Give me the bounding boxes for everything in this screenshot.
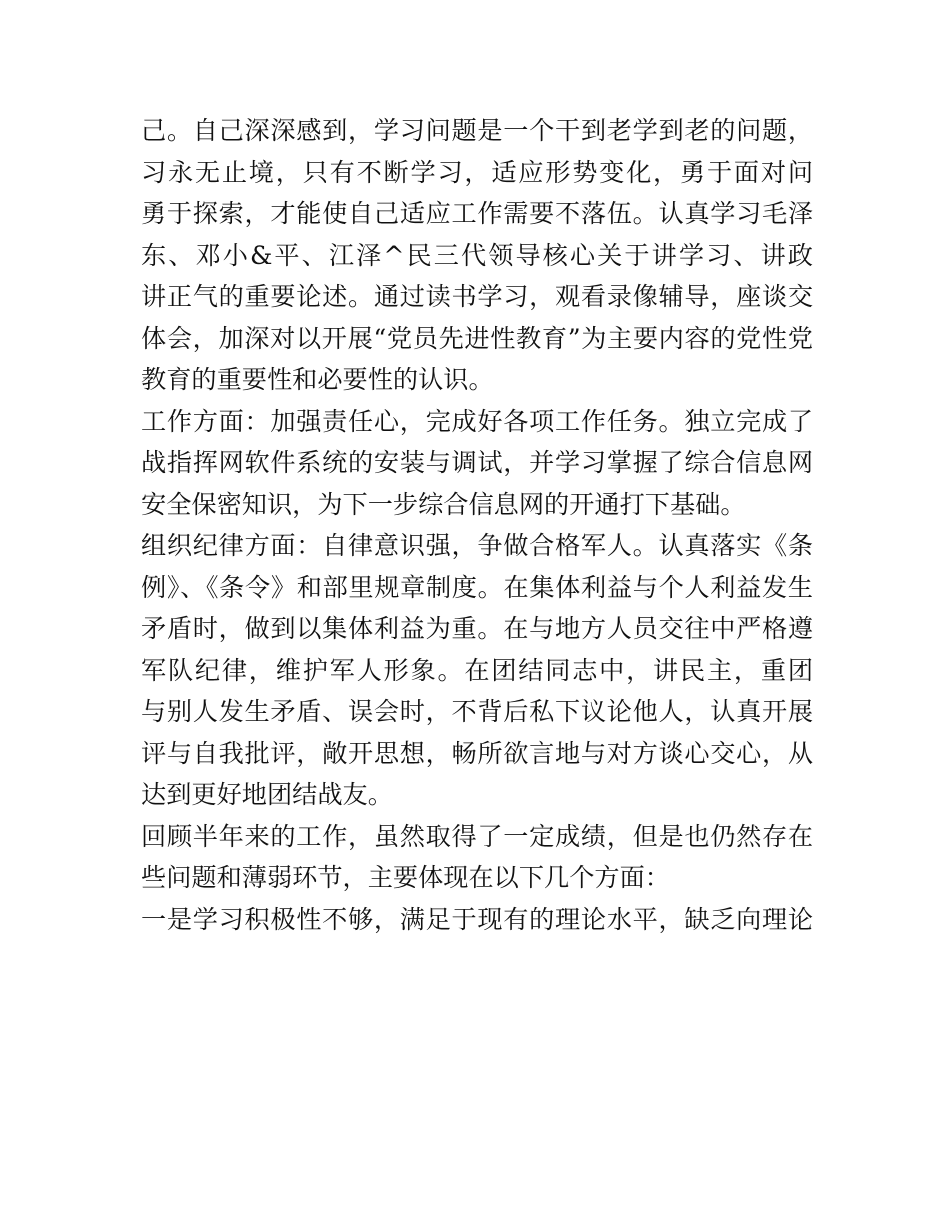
text-line: 战指挥网软件系统的安装与调试，并学习掌握了综合信息网 (141, 448, 813, 477)
text-line: 与别人发生矛盾、误会时，不背后私下议论他人，认真开展 (141, 697, 813, 726)
text-line: 回顾半年来的工作，虽然取得了一定成绩，但是也仍然存在 (141, 821, 813, 851)
text-line: 达到更好地团结战友。 (141, 780, 393, 809)
text-line: 评与自我批评，敞开思想，畅所欲言地与对方谈心交心，从 (141, 738, 813, 768)
text-line: 勇于探索，才能使自己适应工作需要不落伍。认真学习毛泽 (141, 199, 813, 228)
text-line: 例》、《条令》和部里规章制度。在集体利益与个人利益发生 (141, 572, 813, 602)
text-line: 工作方面：加强责任心，完成好各项工作任务。独立完成了 (141, 406, 813, 436)
text-line: 安全保密知识，为下一步综合信息网的开通打下基础。 (141, 489, 746, 519)
text-line: 己。自己深深感到，学习问题是一个干到老学到老的问题， (141, 116, 813, 145)
text-line: 习永无止境，只有不断学习，适应形势变化，勇于面对问 (141, 157, 813, 187)
text-line: 教育的重要性和必要性的认识。 (141, 365, 494, 394)
text-line: 讲正气的重要论述。通过读书学习，观看录像辅导，座谈交 (141, 282, 813, 311)
text-line: 组织纪律方面：自律意识强，争做合格军人。认真落实《条 (141, 531, 813, 560)
text-line: 体会，加深对以开展“党员先进性教育”为主要内容的党性党 (141, 323, 813, 353)
text-line: 些问题和薄弱环节，主要体现在以下几个方面： (141, 863, 670, 892)
text-line: 军队纪律，维护军人形象。在团结同志中，讲民主，重团 (141, 655, 813, 685)
text-line: 一是学习积极性不够，满足于现有的理论水平，缺乏向理论 (141, 904, 813, 934)
body-text (141, 110, 813, 940)
text-line: 东、邓小&平、江泽^民三代领导核心关于讲学习、讲政 (141, 240, 813, 270)
text-line: 矛盾时，做到以集体利益为重。在与地方人员交往中严格遵 (141, 614, 813, 643)
